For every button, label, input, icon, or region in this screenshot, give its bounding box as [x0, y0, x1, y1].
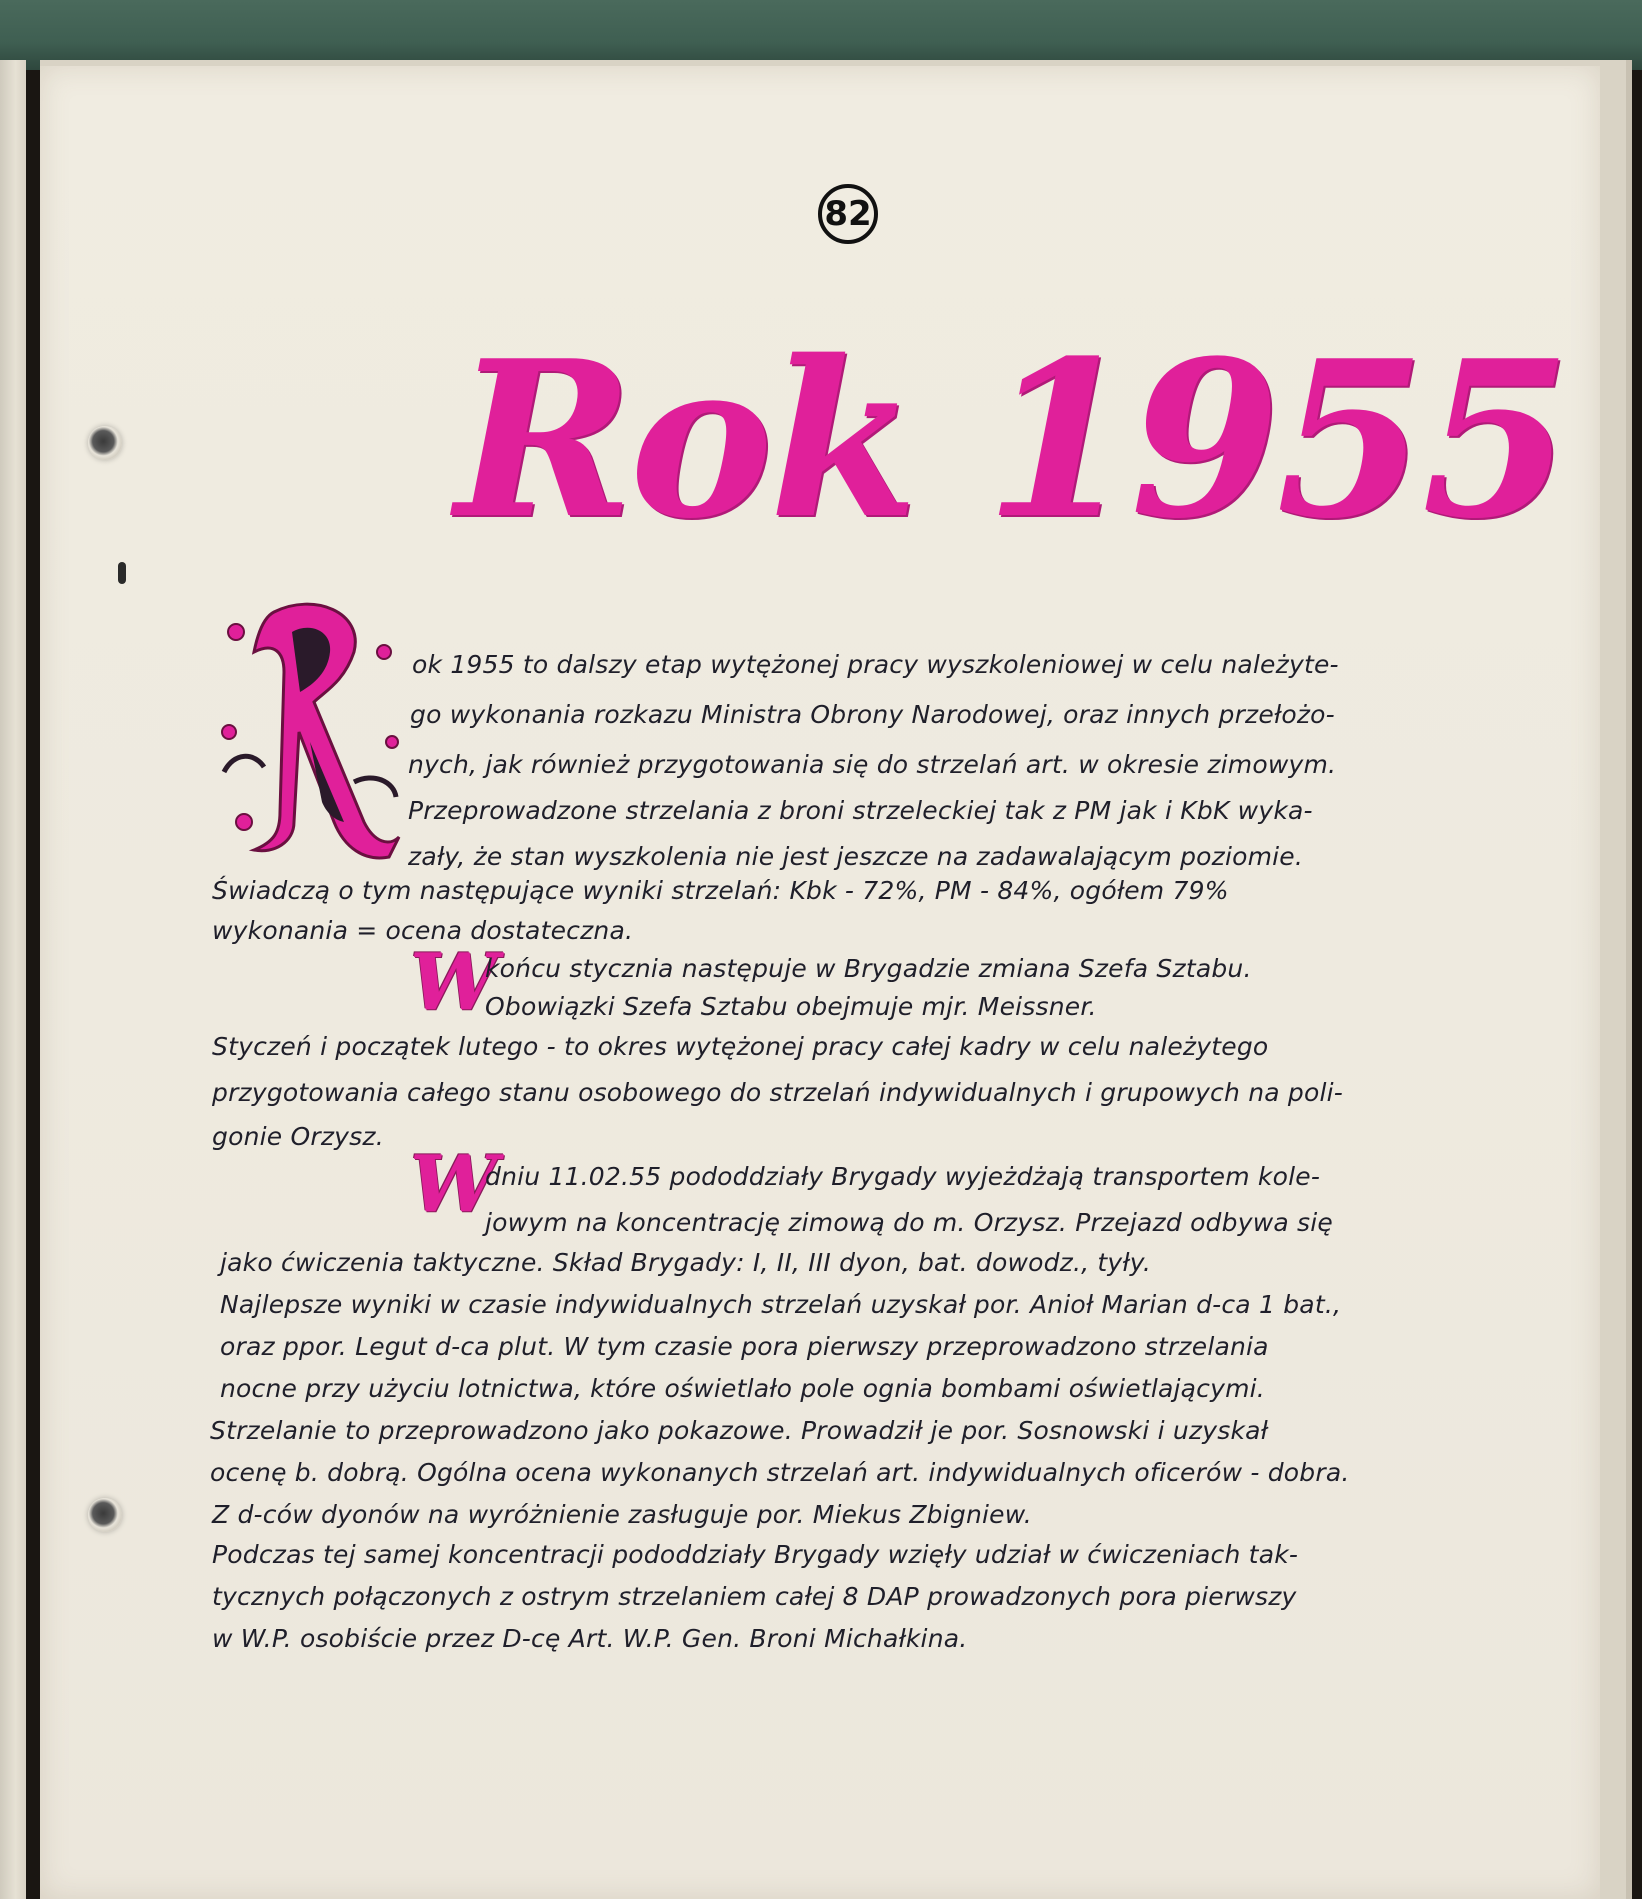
page-number: 82: [818, 184, 878, 244]
p3-line-11: tycznych połączonych z ostrym strzelaniem całej 8 DAP prowadzonych pora pierwszy: [212, 1582, 1297, 1611]
p1-line-5: zały, że stan wyszkolenia nie jest jeszcze na zadawalającym poziomie.: [408, 842, 1304, 871]
p2-line-3: Styczeń i początek lutego - to okres wytężonej pracy całej kadry w celu należytego: [212, 1032, 1269, 1061]
decorated-initial-r: [214, 592, 404, 862]
p3-line-2: jowym na koncentrację zimową do m. Orzysz. Przejazd odbywa się: [485, 1208, 1333, 1237]
p3-line-10: Podczas tej samej koncentracji pododdziały Brygady wzięły udział w ćwiczeniach tak-: [212, 1540, 1299, 1569]
p2-line-2: Obowiązki Szefa Sztabu obejmuje mjr. Meissner.: [485, 992, 1097, 1021]
p1-line-4: Przeprowadzone strzelania z broni strzeleckiej tak z PM jak i KbK wyka-: [408, 796, 1313, 825]
punch-hole-top: [88, 426, 122, 460]
p2-line-1: końcu stycznia następuje w Brygadzie zmiana Szefa Sztabu.: [485, 954, 1252, 983]
p1-line-3: nych, jak również przygotowania się do strzelań art. w okresie zimowym.: [408, 750, 1337, 779]
p1-line-6: Świadczą o tym następujące wyniki strzelań: Kbk - 72%, PM - 84%, ogółem 79%: [212, 876, 1229, 905]
p3-line-3: jako ćwiczenia taktyczne. Skład Brygady: I, II, III dyon, bat. dowodz., tyły.: [220, 1248, 1151, 1277]
p1-line-1: ok 1955 to dalszy etap wytężonej pracy wyszkoleniowej w celu należyte-: [412, 650, 1339, 679]
p2-line-5: gonie Orzysz.: [212, 1122, 384, 1151]
left-page-edge: [0, 60, 26, 1899]
p3-line-12: w W.P. osobiście przez D-cę Art. W.P. Gen. Broni Michałkina.: [212, 1624, 968, 1653]
p3-line-4: Najlepsze wyniki w czasie indywidualnych strzelań uzyskał por. Anioł Marian d-ca 1 bat.,: [220, 1290, 1342, 1319]
p3-line-6: nocne przy użyciu lotnictwa, które oświetlało pole ognia bombami oświetlającymi.: [220, 1374, 1265, 1403]
p3-line-1: dniu 11.02.55 pododdziały Brygady wyjeżdżają transportem kole-: [485, 1162, 1321, 1191]
p3-line-7: Strzelanie to przeprowadzono jako pokazowe. Prowadził je por. Sosnowski i uzyskał: [210, 1416, 1269, 1445]
decorated-initial-w-1: W: [410, 937, 498, 1028]
p1-line-7: wykonania = ocena dostateczna.: [212, 916, 634, 945]
p3-line-5: oraz ppor. Legut d-ca plut. W tym czasie pora pierwszy przeprowadzono strzelania: [220, 1332, 1269, 1361]
p3-line-8: ocenę b. dobrą. Ogólna ocena wykonanych strzelań art. indywidualnych oficerów - dobra.: [210, 1458, 1350, 1487]
p3-line-9: Z d-ców dyonów na wyróżnienie zasługuje por. Miekus Zbigniew.: [212, 1500, 1032, 1529]
ink-spot: [118, 562, 126, 584]
p1-line-2: go wykonania rozkazu Ministra Obrony Narodowej, oraz innych przełożo-: [410, 700, 1335, 729]
page-title: Rok 1955: [455, 313, 1568, 566]
punch-hole-bottom: [88, 1498, 122, 1532]
decorated-initial-w-2: W: [410, 1139, 498, 1230]
p2-line-4: przygotowania całego stanu osobowego do strzelań indywidualnych i grupowych na poli-: [212, 1078, 1343, 1107]
